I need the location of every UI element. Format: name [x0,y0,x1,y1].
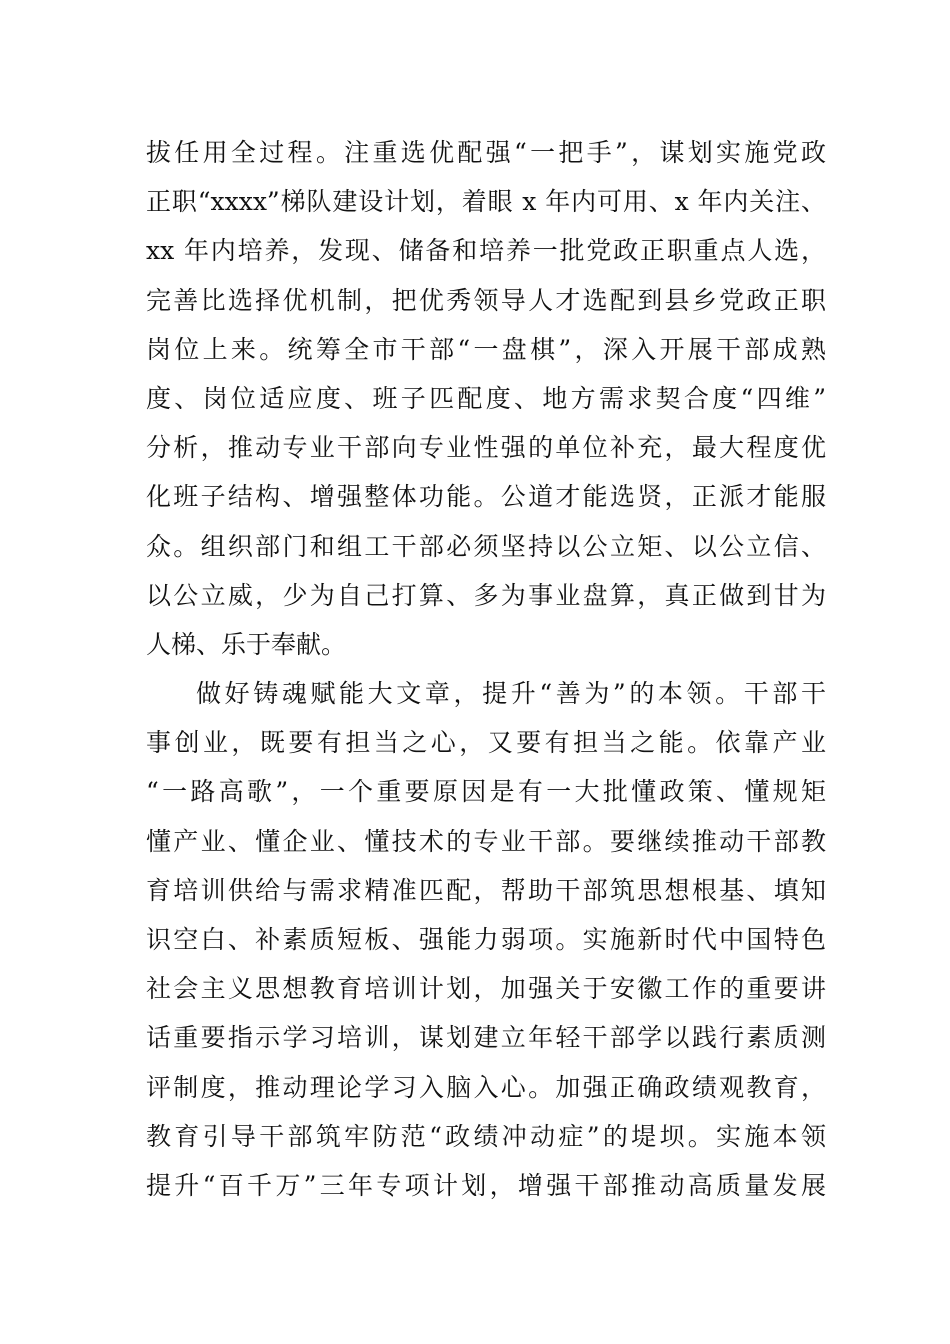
text-line: 评制度，推动理论学习入脑入心。加强正确政绩观教育， [146,1072,826,1102]
paragraph-2 [146,669,826,1210]
text-line: 以公立威，少为自己打算、多为事业盘算，真正做到甘为 [146,580,826,610]
text-line: 懂产业、懂企业、懂技术的专业干部。要继续推动干部教 [146,826,826,856]
text-line: 完善比选择优机制，把优秀领导人才选配到县乡党政正职 [146,285,826,315]
text-line: 正职“xxxx”梯队建设计划，着眼 x 年内可用、x 年内关注、 [146,187,826,217]
text-line: 话重要指示学习培训，谋划建立年轻干部学以践行素质测 [146,1023,826,1053]
text-line: 做好铸魂赋能大文章，提升“善为”的本领。干部干 [196,679,826,709]
text-line: 岗位上来。统筹全市干部“一盘棋”，深入开展干部成熟 [146,334,826,364]
text-line: 提升“百千万”三年专项计划，增强干部推动高质量发展 [146,1170,826,1200]
text-line: 度、岗位适应度、班子匹配度、地方需求契合度“四维” [146,383,826,413]
text-line: xx 年内培养，发现、储备和培养一批党政正职重点人选， [146,236,826,266]
text-line: 社会主义思想教育培训计划，加强关于安徽工作的重要讲 [146,974,826,1004]
text-line: 事创业，既要有担当之心，又要有担当之能。依靠产业 [146,728,826,758]
text-line: 众。组织部门和组工干部必须坚持以公立矩、以公立信、 [146,531,826,561]
paragraph-1 [146,128,826,669]
text-line: “一路高歌”，一个重要原因是有一大批懂政策、懂规矩 [146,777,826,807]
text-line: 分析，推动专业干部向专业性强的单位补充，最大程度优 [146,433,826,463]
text-line: 识空白、补素质短板、强能力弱项。实施新时代中国特色 [146,925,826,954]
text-line: 育培训供给与需求精准匹配，帮助干部筑思想根基、填知 [146,875,826,905]
text-line: 拔任用全过程。注重选优配强“一把手”，谋划实施党政 [146,138,826,167]
text-line: 人梯、乐于奉献。 [146,629,347,659]
text-line: 教育引导干部筑牢防范“政绩冲动症”的堤坝。实施本领 [146,1121,826,1151]
text-line: 化班子结构、增强整体功能。公道才能选贤，正派才能服 [146,482,826,512]
document-body [146,128,826,1210]
